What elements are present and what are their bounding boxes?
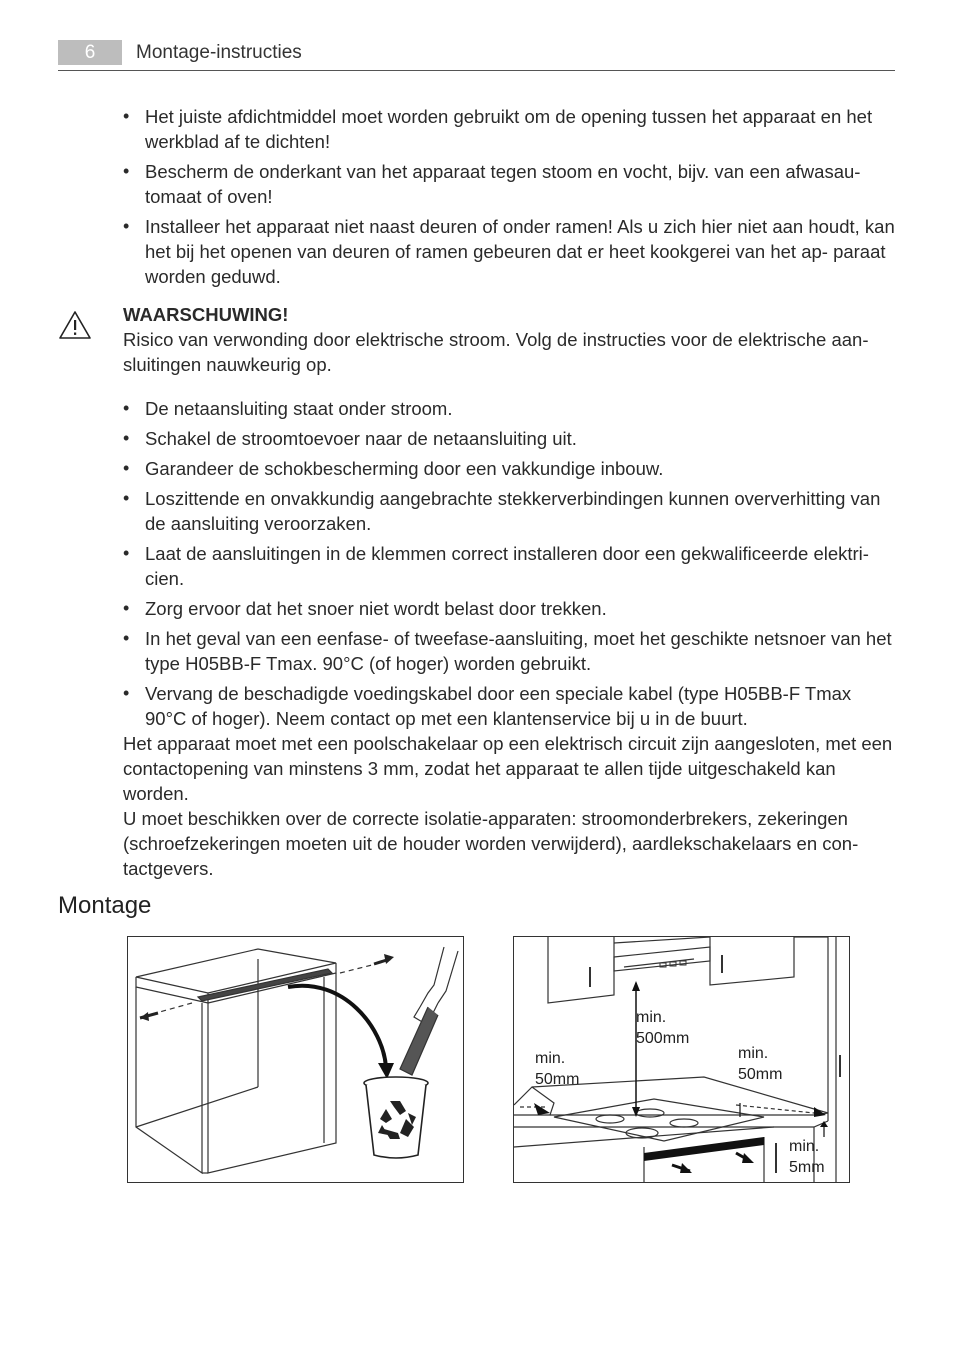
label-min-top: min. [636,1009,667,1026]
warning-title: WAARSCHUWING! [123,304,289,325]
paragraph: U moet beschikken over de correcte isolatie-apparaten: stroomonderbrekers, zekeringen (schroefzekeringen moeten uit de houder worden verwijderd), aardlekschakelaars en con- tactgevers. [123,808,859,879]
installation-notes-list [123,104,895,294]
list-item: • In het geval van een eenfase- of tweefase-aansluiting, moet het geschikte netsnoer van het type H05BB-F Tmax. 90°C (of hoger) worden gebruikt. [123,626,895,676]
electrical-paragraphs [123,731,895,881]
warning-block [123,302,895,377]
label-500mm: 500mm [636,1030,690,1047]
list-item: • Garandeer de schokbescherming door een vakkundige inbouw. [123,456,895,481]
label-min-left: min. [535,1050,566,1067]
figure-hob-distances [513,936,850,1183]
list-item: • Loszittende en onvakkundig aangebrachte stekkerverbindingen kunnen oververhitting van de aansluiting veroorzaken. [123,486,895,536]
header-title: Montage-instructies [136,42,302,63]
list-item: • Zorg ervoor dat het snoer niet wordt belast door trekken. [123,596,895,621]
list-item: • Vervang de beschadigde voedingskabel door een speciale kabel (type H05BB-F Tmax 90°C of hoger). Neem contact op met een klantenservice bij u in de buurt. [123,681,895,731]
paragraph: Het apparaat moet met een poolschakelaar op een elektrisch circuit zijn aangesloten, met een contactopening van minstens 3 mm, zodat het apparaat te allen tijde uitgeschakeld kan worden. [123,733,893,804]
section-title: Montage [58,892,152,919]
figure-remove-cabinet-parts [127,936,464,1183]
electrical-notes-list [123,396,895,736]
page-header [58,40,895,71]
recycle-bin-icon [364,1077,428,1158]
list-item: • Het juiste afdichtmiddel moet worden gebruikt om de opening tussen het apparaat en het werkblad af te dichten! [123,104,895,154]
label-min-bottom: min. [789,1138,820,1155]
label-5mm: 5mm [789,1159,825,1176]
list-item: • Schakel de stroomtoevoer naar de netaansluiting uit. [123,426,895,451]
list-item: • Laat de aansluitingen in de klemmen correct installeren door een gekwalificeerde elektri- cien. [123,541,895,591]
label-50mm-right: 50mm [738,1066,783,1083]
cabinet-illustration [128,937,463,1182]
warning-text: Risico van verwonding door elektrische stroom. Volg de instructies voor de elektrische aan- sluitingen nauwkeurig op. [123,329,869,375]
warning-triangle-icon [58,310,92,340]
label-min-right: min. [738,1045,769,1062]
page-number: 6 [58,40,122,65]
label-50mm-left: 50mm [535,1071,580,1088]
list-item: • De netaansluiting staat onder stroom. [123,396,895,421]
list-item: • Installeer het apparaat niet naast deuren of onder ramen! Als u zich hier niet aan houdt, kan het bij het openen van deuren of ramen gebeuren dat er heet kookgerei van het ap- paraat worden geduwd. [123,214,895,289]
list-item: • Bescherm de onderkant van het apparaat tegen stoom en vocht, bijv. van een afwasau- tomaat of oven! [123,159,895,209]
